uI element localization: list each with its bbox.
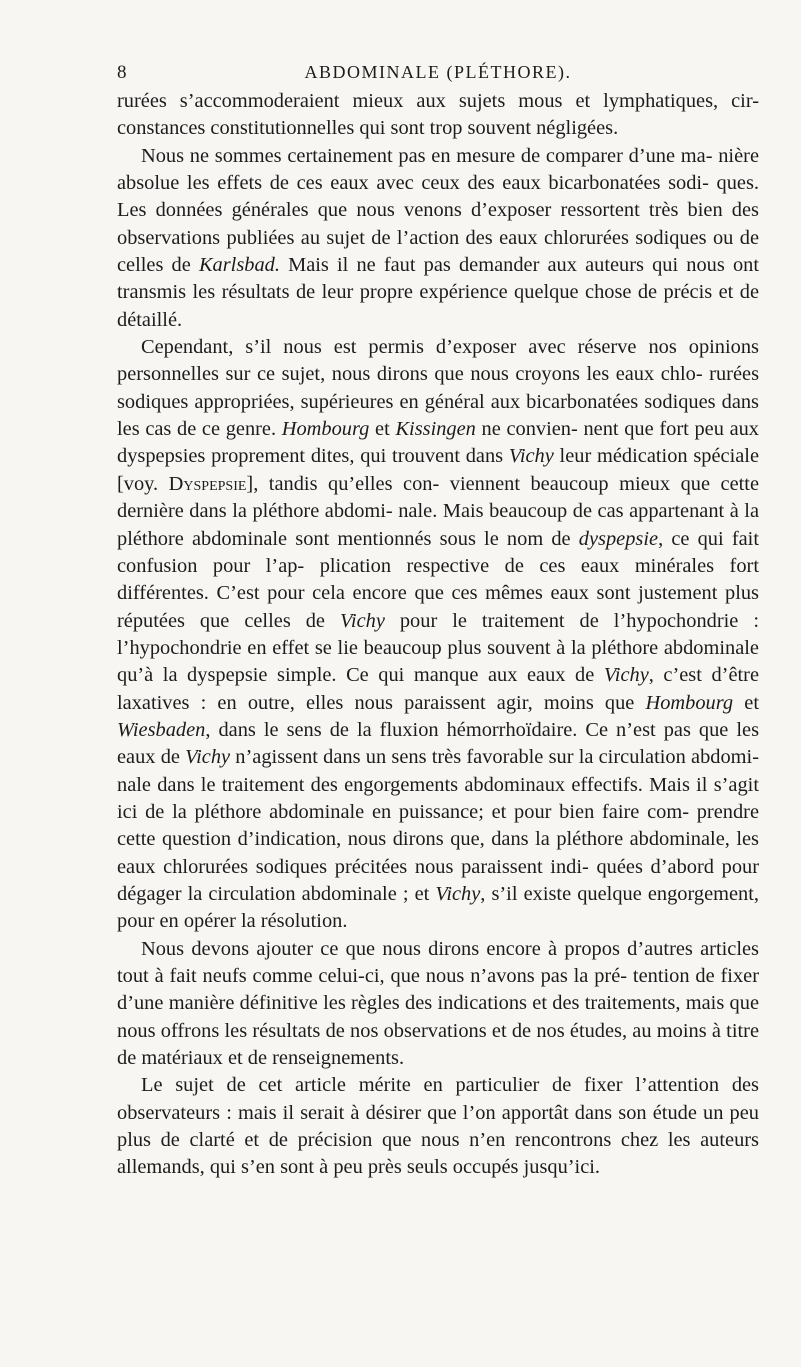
italic-place-name: Vichy xyxy=(508,445,554,468)
paragraph-4 xyxy=(117,936,759,1073)
text-run: Nous devons ajouter ce que nous dirons encore à propos d’autres articles tout à fait neufs comme celui-ci, que nous n’avons pas la pré- tention de fixer d’une manière définitive les règles des indications et des traitements, mais que nous offrons les résultats de nos observations et de nos études, au moins à titre de matériaux et de renseignements. xyxy=(117,937,759,1070)
text-run: , s’il existe quelque engorgement, pour en opérer la résolution. xyxy=(117,882,760,933)
text-run: pour le traitement de l’hypochondrie : l’hypochondrie en effet se lie beaucoup plus souvent à la pléthore abdominale qu’à la dyspepsie simple. Ce qui manque aux eaux de xyxy=(117,609,759,687)
text-run: , ce qui fait confusion pour l’ap- plication respective de ces eaux minérales fort différentes. C’est pour cela encore que ces mêmes eaux sont justement plus réputées que celles de xyxy=(117,527,760,632)
paragraph-5 xyxy=(117,1072,759,1181)
text-run: , dans le sens de la fluxion hémorrhoïdaire. Ce n’est pas que les eaux de xyxy=(117,718,759,769)
text-run: Nous ne sommes certainement pas en mesure de comparer d’une ma- nière absolue les effets de ces eaux avec ceux des eaux bicarbonatées sodi- ques. Les données générales que nous venons d’exposer ressortent très bien des observations publiées au sujet de l’action des eaux chlorurées sodiques ou de celles de xyxy=(117,144,759,277)
cross-reference: Dyspepsie xyxy=(168,472,247,495)
italic-place-name: Vichy xyxy=(339,609,385,632)
text-run: n’agissent dans un sens très favorable sur la circulation abdomi- nale dans le traitement des engorgements abdominaux effectifs. Mais il s’agit ici de la pléthore abdominale en puissance; et pour bien faire com- prendre cette question d’indication, nous dirons que, dans la pléthore abdominale, les eaux chlorurées sodiques précitées nous paraissent indi- quées d’abord pour dégager la circulation abdominale ; et xyxy=(117,746,759,905)
italic-term: dyspepsie xyxy=(578,527,659,550)
italic-place-name: Hombourg xyxy=(645,691,734,714)
page-number: 8 xyxy=(117,62,127,83)
italic-place-name: Vichy xyxy=(435,882,481,905)
italic-place-name: Vichy xyxy=(603,664,649,687)
italic-place-name: Wiesbaden xyxy=(117,718,206,741)
text-run: ], tandis qu’elles con- viennent beaucoup mieux que cette dernière dans la pléthore abdomi- nale. Mais beaucoup de cas appartenant à la pléthore abdominale sont mentionnés sous le nom de xyxy=(117,472,759,550)
italic-place-name: Hombourg xyxy=(281,418,370,441)
text-run: rurées s’accommoderaient mieux aux sujets mous et lymphatiques, cir- constances constitutionnelles qui sont trop souvent négligées. xyxy=(117,90,759,140)
paragraph-2 xyxy=(117,143,759,334)
italic-place-name: Vichy xyxy=(185,746,231,769)
paragraph-1 xyxy=(117,88,759,143)
text-run: Cependant, s’il nous est permis d’exposer avec réserve nos opinions personnelles sur ce sujet, nous dirons que nous croyons les eaux chlo- rurées sodiques appropriées, supérieures en général aux bicarbonatées sodiques dans les cas de ce genre. xyxy=(117,336,759,441)
text-run: Mais il ne faut pas demander aux auteurs qui nous ont transmis les résultats de leur propre expérience quelque chose de précis et de détaillé. xyxy=(117,254,759,331)
italic-place-name: Karlsbad. xyxy=(198,254,280,277)
text-run: Le sujet de cet article mérite en particulier de fixer l’attention des observateurs : mais il serait à désirer que l’on apportât dans son étude un peu plus de clarté et de précision que nous n’en rencontrons chez les auteurs allemands, qui s’en sont à peu près seuls occupés jusqu’ici. xyxy=(117,1074,759,1179)
body-text xyxy=(117,88,759,1182)
text-run: et xyxy=(369,418,396,441)
text-run: leur médication spéciale [voy. xyxy=(117,445,760,495)
text-run: et xyxy=(733,691,759,714)
running-title: ABDOMINALE (PLÉTHORE). xyxy=(304,62,572,82)
text-run: ne convien- nent que fort peu aux dyspepsies proprement dites, qui trouvent dans xyxy=(117,418,760,468)
paragraph-3 xyxy=(117,334,759,936)
text-run: , c’est d’être laxatives : en outre, elles nous paraissent agir, moins que xyxy=(117,664,759,714)
italic-place-name: Kissingen xyxy=(395,418,476,441)
